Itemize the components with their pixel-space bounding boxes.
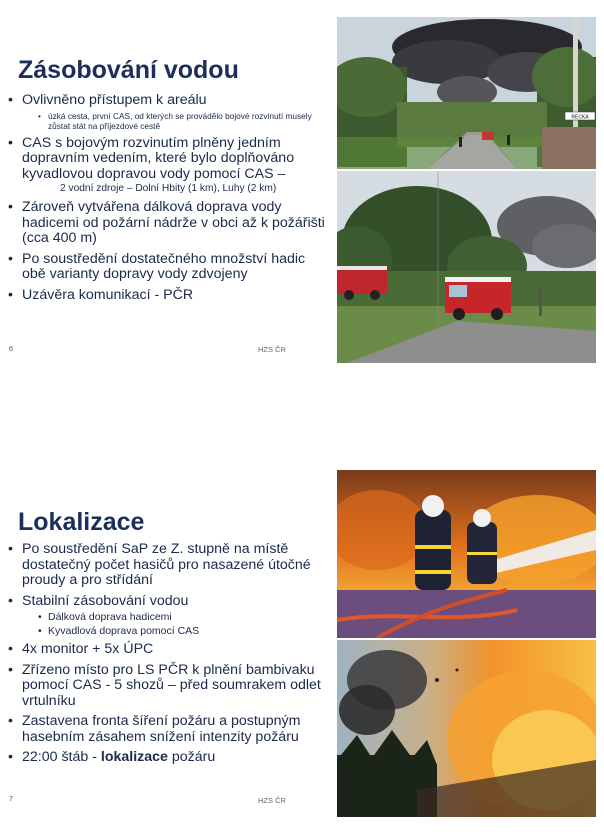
- street-sign-text: RECKA: [571, 114, 589, 121]
- bullet-item: • Zároveň vytvářena dálková doprava vody hadicemi od požární nádrže v obci až k požářišti (cca 400 m): [8, 200, 330, 247]
- bullet-text-pre: 22:00 štáb -: [22, 749, 101, 765]
- bullet-continuation: 2 vodní zdroje – Dolní Hbity (1 km), Luhy (2 km): [60, 183, 277, 194]
- bullet-item: [8, 750, 330, 766]
- bullet-item: • Zřízeno místo pro LS PČR k plnění bambivaku pomocí CAS - 5 shozů – před soumrakem odlet vrtulníku: [8, 663, 330, 710]
- bullet-text: Stabilní zásobování vodou: [22, 592, 189, 609]
- bullet-item: • Zastavena fronta šíření požáru a postupným hasebním zásahem snížení intenzity požáru: [8, 714, 330, 745]
- sub-bullet-list: [22, 111, 330, 131]
- bullet-item: • 4x monitor + 5x ÚPC: [8, 642, 330, 658]
- photo-smoke-road: [337, 17, 596, 169]
- bullet-item: [8, 93, 330, 131]
- sub-bullet-item: • úzká cesta, první CAS, od kterých se provádělo bojové rozvinutí musely zůstat stát na příjezdové cestě: [22, 111, 330, 131]
- footer-text: HZS ČR: [258, 796, 286, 805]
- bullet-text-post: požáru: [167, 749, 216, 765]
- bullet-item: [8, 136, 330, 196]
- photo-fire-trucks: [337, 171, 596, 363]
- slide-water-supply: [0, 0, 604, 380]
- bullet-item: • Uzávěra komunikací - PČR: [8, 288, 330, 304]
- slide-title: Lokalizace: [18, 508, 145, 536]
- footer-text: HZS ČR: [258, 345, 286, 354]
- bullet-item: [8, 594, 330, 638]
- slide-localization: [0, 460, 604, 835]
- sub-bullet-item: • Dálková doprava hadicemi: [22, 611, 330, 623]
- page-number: 7: [9, 796, 13, 803]
- slide-title: Zásobování vodou: [18, 56, 239, 84]
- bullet-text-bold: lokalizace: [100, 749, 168, 765]
- photo-firefighters-hose: [337, 470, 596, 638]
- photo-large-fire: [337, 640, 596, 817]
- bullet-list: [8, 542, 330, 771]
- bullet-list: [8, 93, 330, 308]
- page-number: 6: [9, 346, 13, 353]
- bullet-item: • Po soustředění SaP ze Z. stupně na místě dostatečný počet hasičů pro nasazené útočné proudy a pro střídání: [8, 542, 330, 589]
- bullet-item: • Po soustředění dostatečného množství hadic obě varianty dopravy vody zdvojeny: [8, 252, 330, 283]
- bullet-text: CAS s bojovým rozvinutím plněny jedním dopravním vedením, které bylo doplňováno kyvadlovou dopravou vody pomocí CAS –: [22, 134, 295, 182]
- sub-bullet-item: • Kyvadlová doprava pomocí CAS: [22, 625, 330, 637]
- sub-bullet-list: [22, 611, 330, 637]
- bullet-text: Ovlivněno přístupem k areálu: [22, 92, 207, 108]
